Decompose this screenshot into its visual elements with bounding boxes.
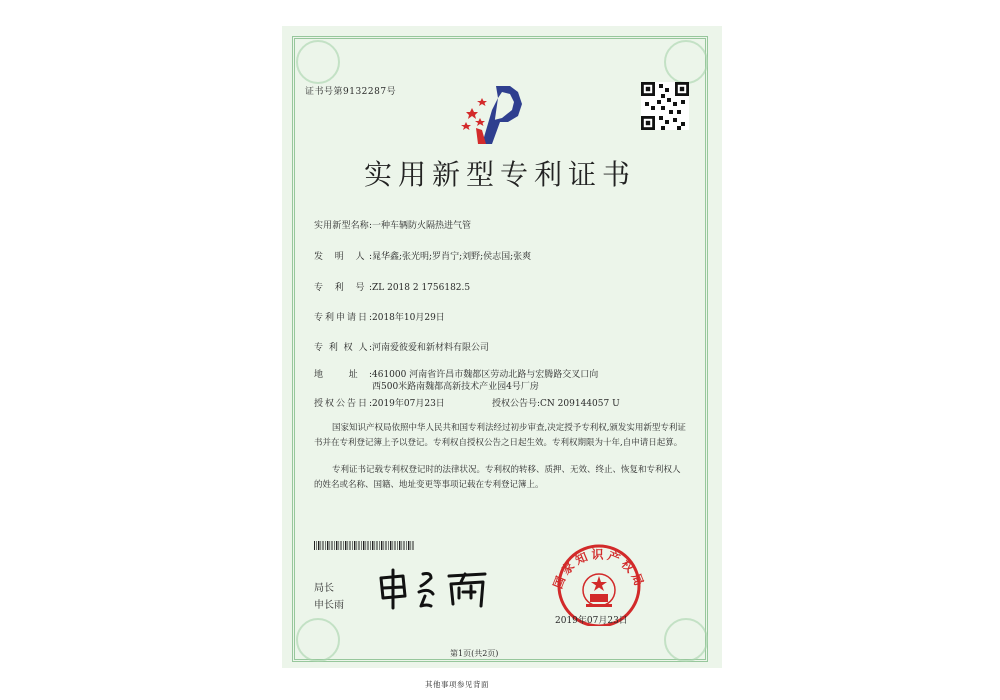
- field-utility-model-name: [314, 218, 471, 231]
- field-label: 授权公告日:: [314, 399, 372, 409]
- barcode-icon: [314, 541, 414, 550]
- grant-paragraph: 国家知识产权局依照中华人民共和国专利法经过初步审查,决定授予专利权,颁发实用新型专利证书并在专利登记簿上予以登记。专利权自授权公告之日起生效。专利权期限为十年,自申请日起算。: [314, 423, 686, 448]
- certificate-number: 证书号第9132287号: [305, 87, 397, 97]
- corner-ornament: [664, 618, 708, 662]
- corner-ornament: [296, 40, 340, 84]
- field-label: 专 利 权 人:: [314, 343, 372, 353]
- field-patentee: [314, 340, 489, 353]
- field-label: 实用新型名称:: [314, 221, 372, 231]
- seal-date: 2019年07月23日: [555, 616, 628, 626]
- svg-text:国家知识产权局: 国家知识产权局: [550, 547, 648, 591]
- announcement-date: 2019年07月23日: [372, 399, 445, 409]
- director-title: 局长: [314, 583, 334, 594]
- field-value: 461000 河南省许昌市魏都区劳动北路与宏腾路交叉口向: [372, 370, 599, 380]
- page-info: 第1页(共2页): [450, 649, 499, 658]
- footer-note: 其他事项参见背面: [425, 680, 489, 689]
- director-signature: [375, 568, 495, 610]
- field-value: 2018年10月29日: [372, 313, 445, 323]
- patent-office-logo-icon: [458, 80, 538, 146]
- field-value: ZL 2018 2 1756182.5: [372, 283, 471, 293]
- field-patent-number: [314, 280, 470, 293]
- field-address-line2: 西500米路南魏都高新技术产业园4号厂房: [372, 382, 539, 392]
- director-name: 申长雨: [314, 600, 344, 611]
- field-value: 河南爱彼爱和新材料有限公司: [372, 343, 490, 353]
- field-label: 专利申请日:: [314, 313, 372, 323]
- qr-code-icon: [641, 82, 689, 130]
- field-value: 一种车辆防火隔热进气管: [372, 221, 472, 231]
- field-application-date: [314, 310, 445, 323]
- field-announcement: [314, 396, 620, 409]
- certificate-title: 实用新型专利证书: [363, 158, 636, 191]
- field-value: 晁华鑫;张光明;罗肖宁;刘野;侯志国;张爽: [372, 252, 532, 262]
- corner-ornament: [296, 618, 340, 662]
- legal-status-paragraph: 专利证书记载专利权登记时的法律状况。专利权的转移、质押、无效、终止、恢复和专利权人的姓名或名称、国籍、地址变更等事项记载在专利登记簿上。: [314, 465, 681, 490]
- field-label: 专 利 号:: [314, 283, 372, 293]
- corner-ornament: [664, 40, 708, 84]
- field-label: 地 址:: [314, 370, 372, 380]
- announcement-number-label: 授权公告号:: [492, 399, 541, 409]
- field-inventors: [314, 249, 531, 262]
- field-label: 发 明 人:: [314, 252, 372, 262]
- announcement-number: CN 209144057 U: [540, 399, 620, 409]
